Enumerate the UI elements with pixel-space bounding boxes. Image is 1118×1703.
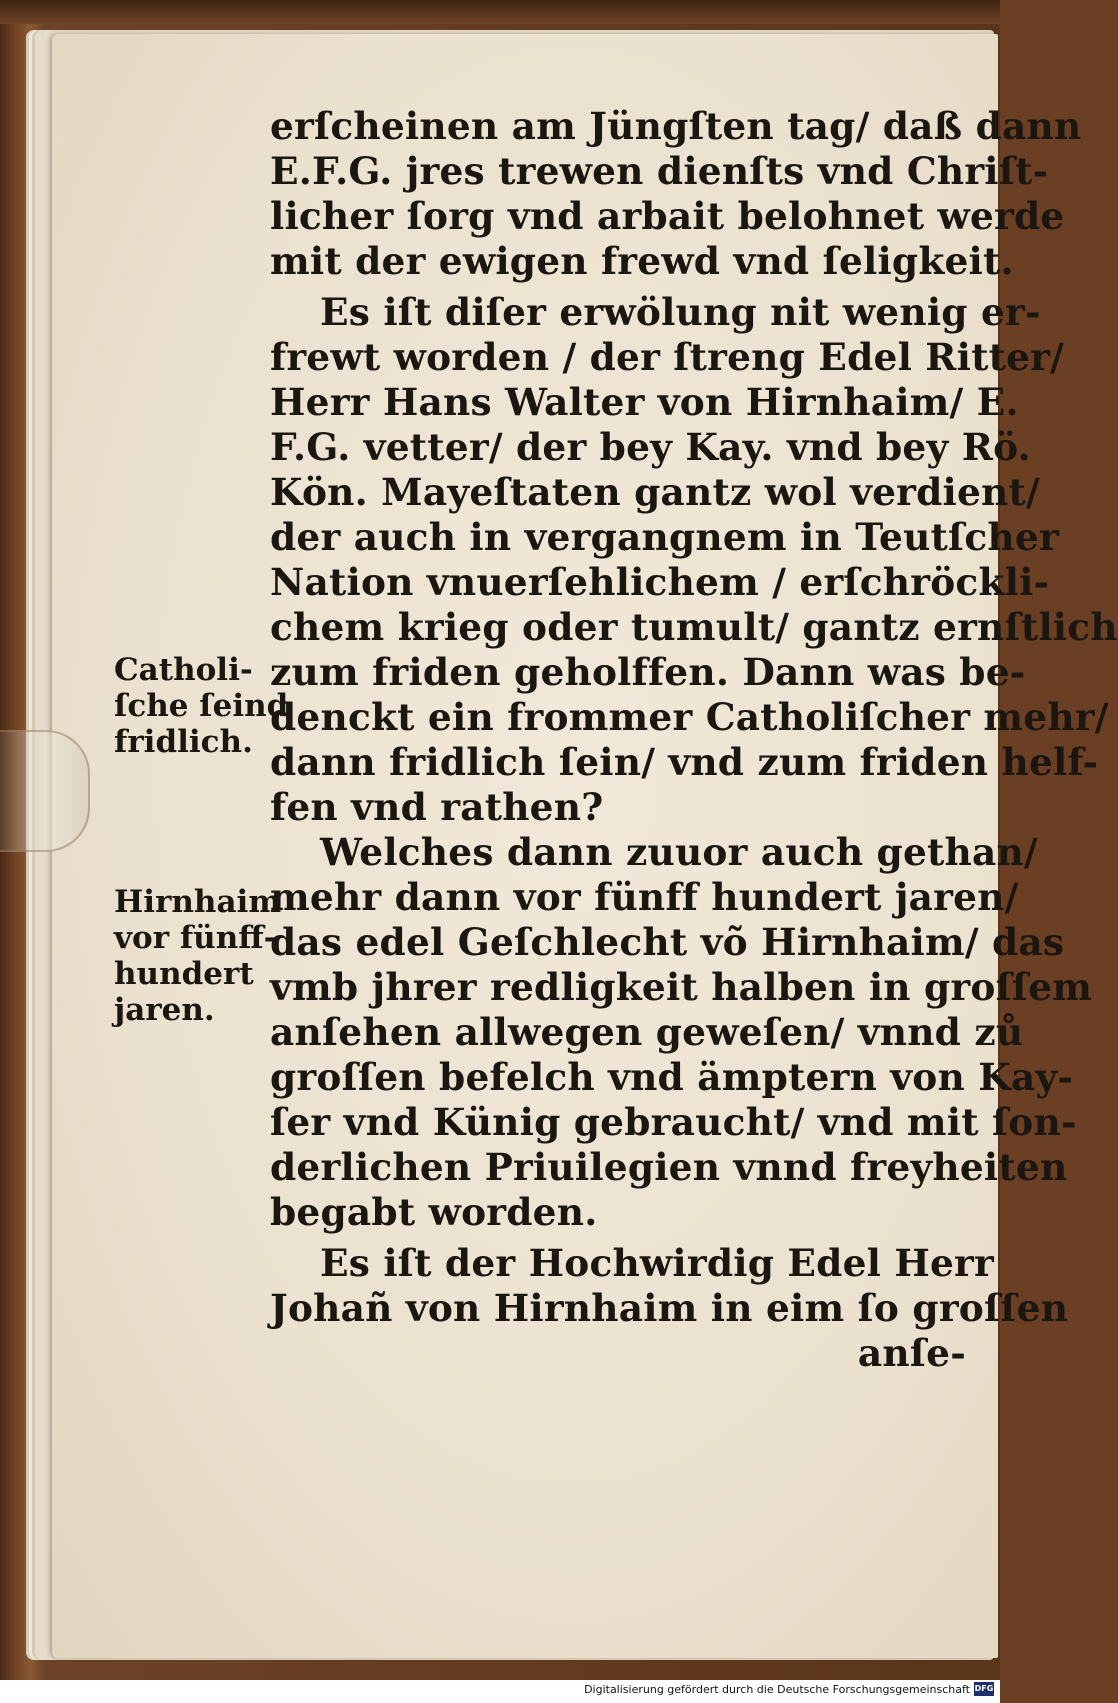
text-line: F.G. vetter/ der bey Kay. vnd bey Rö.: [270, 425, 1031, 469]
margin-note-hirnhaim: [114, 884, 282, 1028]
margin-note-line: ſche ſeind: [114, 688, 289, 724]
text-line: ſer vnd Künig gebraucht/ vnd mit ſon-: [270, 1100, 1077, 1144]
text-line: denckt ein frommer Catholiſcher mehr/: [270, 695, 1109, 739]
text-line: das edel Geſchlecht võ Hirnhaim/ das: [270, 920, 1065, 964]
text-line: zum friden geholffen. Dann was be-: [270, 650, 1026, 694]
catchword: anſe-: [857, 1331, 966, 1375]
text-line: Nation vnuerſehlichem / erſchröckli-: [270, 560, 1050, 604]
text-line: E.F.G. jres trewen dienſts vnd Chriſt-: [270, 149, 1049, 193]
margin-note-catholics: [114, 652, 289, 760]
text-line: groſſen befelch vnd ämptern von Kay-: [270, 1055, 1074, 1099]
text-line: mit der ewigen frewd vnd ſeligkeit.: [270, 239, 1014, 283]
text-line: erſcheinen am Jüngſten tag/ daß dann: [270, 104, 1082, 148]
margin-note-line: jaren.: [114, 992, 215, 1028]
margin-note-line: hundert: [114, 956, 254, 992]
text-line: Welches dann zuuor auch gethan/: [320, 830, 1038, 874]
body-text: [270, 104, 1118, 1376]
text-line: chem krieg oder tumult/ gantz ernſtlich: [270, 605, 1118, 649]
margin-note-line: fridlich.: [114, 724, 253, 760]
text-line: derlichen Priuilegien vnnd freyheiten: [270, 1145, 1068, 1189]
text-line: begabt worden.: [270, 1190, 598, 1234]
digitization-credit: Digitalisierung gefördert durch die Deutsche Forschungsgemeinschaft: [584, 1683, 970, 1696]
text-line: der auch in vergangnem in Teutſcher: [270, 515, 1059, 559]
text-line: mehr dann vor fünff hundert jaren/: [270, 875, 1019, 919]
book-binding-top: [0, 0, 1000, 24]
clasp-strap: [0, 730, 90, 852]
text-line: frewt worden / der ſtreng Edel Ritter/: [270, 335, 1065, 379]
text-line: Es iſt der Hochwirdig Edel Herr: [320, 1241, 994, 1285]
text-line: Es iſt diſer erwölung nit wenig er-: [320, 290, 1041, 334]
text-line: fen vnd rathen?: [270, 785, 604, 829]
text-line: licher ſorg vnd arbait belohnet werde: [270, 194, 1065, 238]
text-line: dann fridlich ſein/ vnd zum friden helf-: [270, 740, 1099, 784]
text-line: Kön. Mayeſtaten gantz wol verdient/: [270, 470, 1040, 514]
text-line: Johañ von Hirnhaim in eim ſo groſſen: [270, 1286, 1069, 1330]
text-line: anſehen allwegen geweſen/ vnnd zů: [270, 1010, 1024, 1054]
dfg-logo-icon: DFG: [974, 1682, 994, 1696]
margin-note-line: Catholi-: [114, 652, 253, 688]
text-line: vmb jhrer redligkeit halben in groſſem: [270, 965, 1093, 1009]
margin-note-line: vor fünff-: [114, 920, 277, 956]
margin-note-line: Hirnhaim: [114, 884, 282, 920]
text-line: Herr Hans Walter von Hirnhaim/ E.: [270, 380, 1019, 424]
